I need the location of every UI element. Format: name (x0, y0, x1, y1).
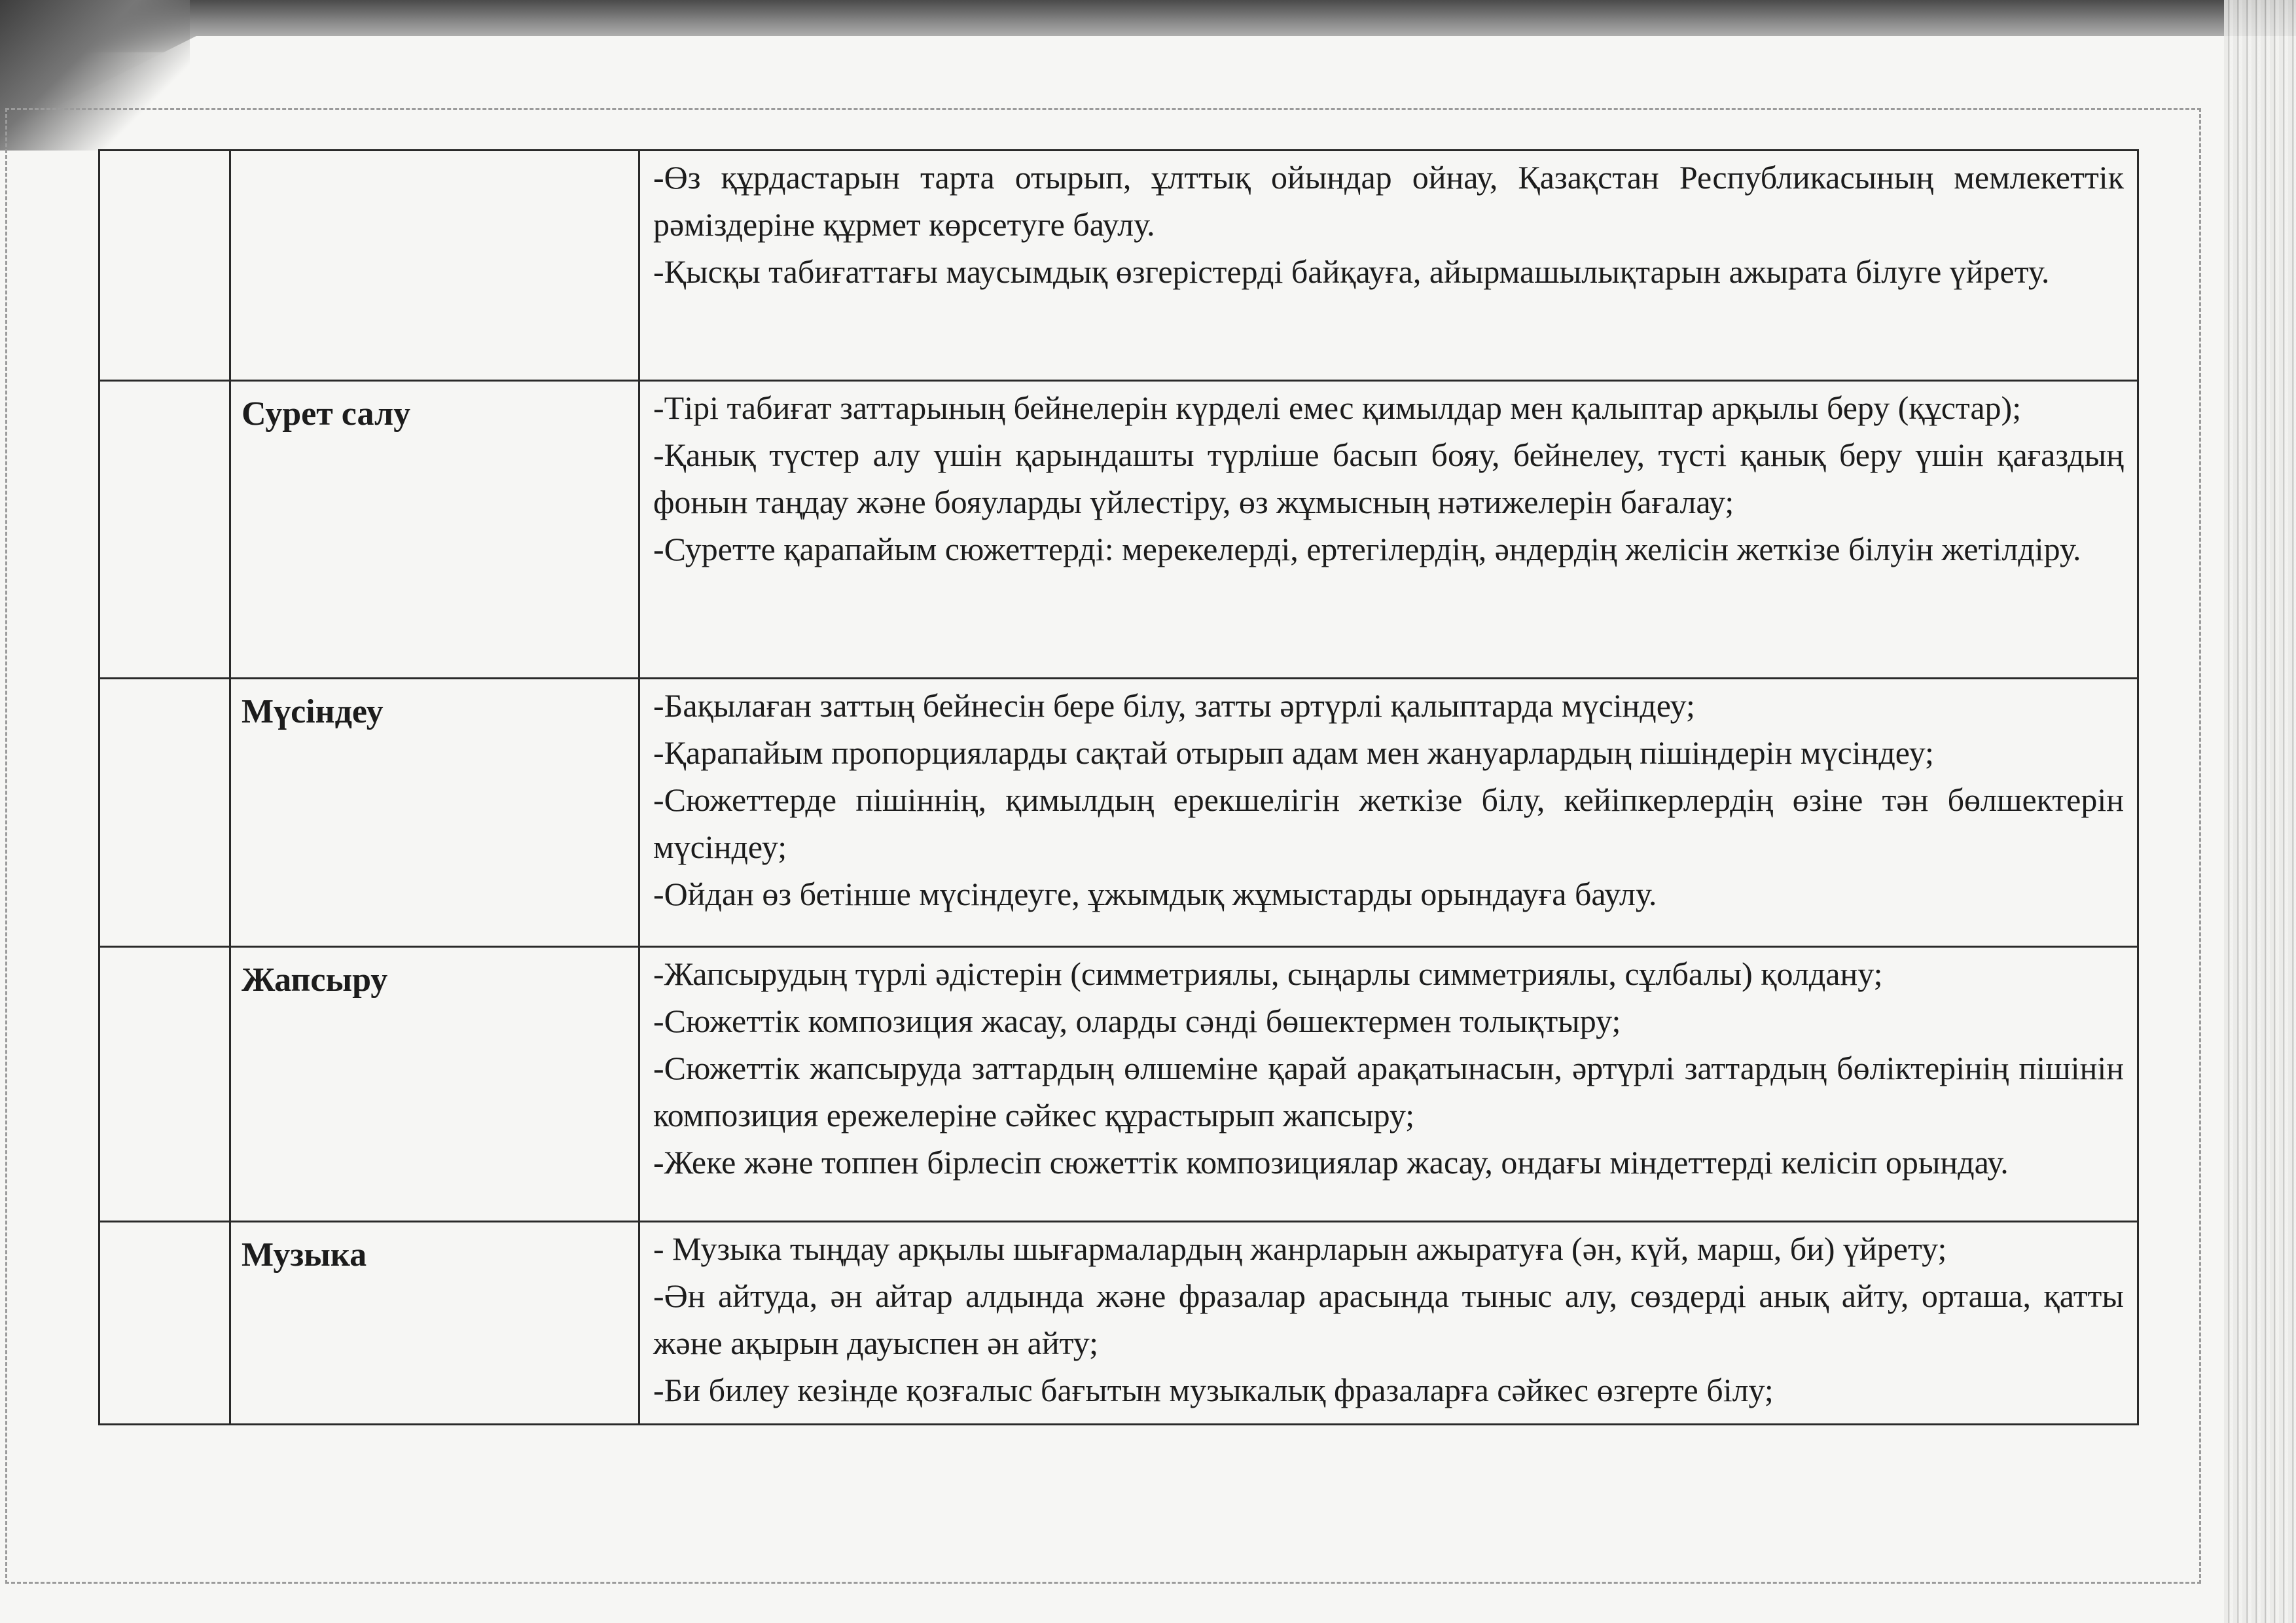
content-line: -Суретте қарапайым сюжеттерді: мерекелерді, ертегілердің, әндердің желісін жеткізе білуін жетілдіру. (653, 531, 2081, 567)
content-line: -Жеке және топпен бірлесіп сюжеттік композициялар жасау, ондағы міндеттерді келісіп орындау. (653, 1144, 2009, 1181)
content-line: -Жапсырудың түрлі әдістерін (симметриялы, сыңарлы симметриялы, сұлбалы) қолдану; (653, 955, 1883, 992)
content-cell (639, 679, 2138, 947)
content-cell (639, 381, 2138, 679)
content-cell (639, 947, 2138, 1222)
subject-cell: Мүсіндеу (230, 679, 639, 947)
content-line: -Сюжеттік жапсыруда заттардың өлшеміне қарай арақатынасын, әртүрлі заттардың бөліктерінің пішінін композиция ережелеріне сәйкес құрастырып жапсыру; (653, 1050, 2124, 1133)
curriculum-table (98, 149, 2139, 1425)
table-row (99, 1222, 2138, 1425)
table-row (99, 151, 2138, 381)
content-line: -Қысқы табиғаттағы маусымдық өзгерістерді байқауға, айырмашылықтарын ажырата білуге үйрету. (653, 253, 2050, 290)
subject-cell: Жапсыру (230, 947, 639, 1222)
content-cell (639, 151, 2138, 381)
subject-cell: Музыка (230, 1222, 639, 1425)
content-line: -Сюжеттік композиция жасау, оларды сәнді бөшектермен толықтыру; (653, 1003, 1621, 1039)
row-index-cell (99, 381, 230, 679)
content-line: -Тірі табиғат заттарының бейнелерін күрделі емес қимылдар мен қалыптар арқылы беру (құстар); (653, 389, 2022, 426)
row-index-cell (99, 679, 230, 947)
content-line: -Қанық түстер алу үшін қарындашты түрліше басып бояу, бейнелеу, түсті қанық беру үшін қағаздың фонын таңдау және бояуларды үйлестіру, өз жұмысның нәтижелерін бағалау; (653, 437, 2124, 520)
content-line: -Сюжеттерде пішіннің, қимылдың ерекшелігін жеткізе білу, кейіпкерлердің өзіне тән бөлшектерін мүсіндеу; (653, 781, 2124, 865)
subject-cell: Сурет салу (230, 381, 639, 679)
row-index-cell (99, 947, 230, 1222)
table-row (99, 679, 2138, 947)
content-line: -Ойдан өз бетінше мүсіндеуге, ұжымдық жұмыстарды орындауға баулу. (653, 876, 1657, 912)
row-index-cell (99, 1222, 230, 1425)
content-line: -Өз құрдастарын тарта отырып, ұлттық ойындар ойнау, Қазақстан Республикасының мемлекеттік рәміздеріне құрмет көрсетуге баулу. (653, 159, 2124, 243)
subject-cell (230, 151, 639, 381)
content-line: - Музыка тыңдау арқылы шығармалардың жанрларын ажыратуға (ән, күй, марш, би) үйрету; (653, 1230, 1947, 1267)
content-line: -Ән айтуда, ән айтар алдында және фразалар арасында тыныс алу, сөздерді анық айту, орташа, қатты және ақырын дауыспен ән айту; (653, 1277, 2124, 1361)
content-cell (639, 1222, 2138, 1425)
content-line: -Би билеу кезінде қозғалыс бағытын музыкалық фразаларға сәйкес өзгерте білу; (653, 1372, 1774, 1408)
table-row (99, 947, 2138, 1222)
page-edges (2224, 0, 2296, 1623)
content-line: -Қарапайым пропорцияларды сақтай отырып адам мен жануарлардың пішіндерін мүсіндеу; (653, 734, 1934, 771)
content-line: -Бақылаған заттың бейнесін бере білу, затты әртүрлі қалыптарда мүсіндеу; (653, 687, 1695, 724)
table-row (99, 381, 2138, 679)
row-index-cell (99, 151, 230, 381)
